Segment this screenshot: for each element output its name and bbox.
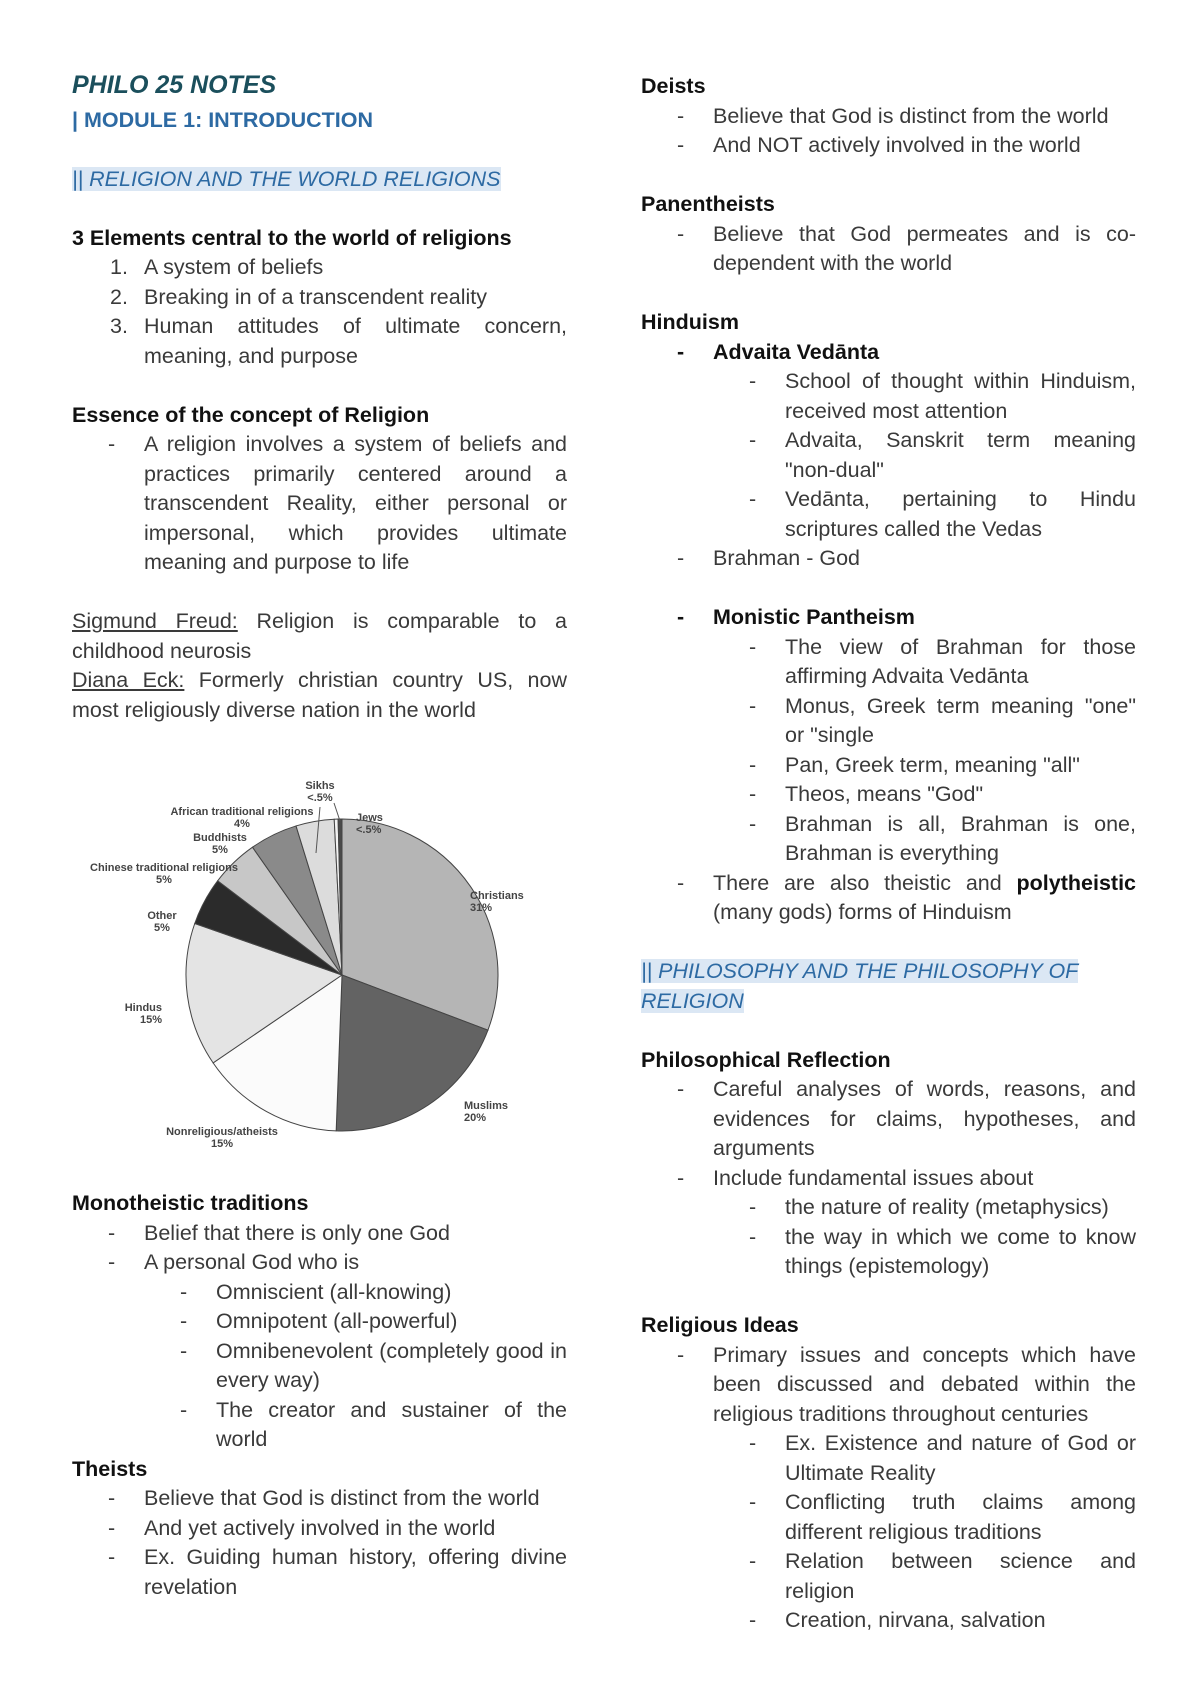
list-item-text: Conflicting truth claims among different religious traditions: [785, 1490, 1136, 1544]
list-item: [641, 751, 1136, 781]
list-item: [641, 869, 1136, 928]
list-item: [641, 1606, 1136, 1636]
section-heading-philosophy-text: || PHILOSOPHY AND THE PHILOSOPHY OF RELIGION: [641, 959, 1079, 1013]
list-item: [72, 1248, 567, 1278]
left-column: [72, 62, 567, 1602]
list-item-text: Brahman is all, Brahman is one, Brahman is everything: [785, 811, 1136, 865]
list-item-text: Ex. Existence and nature of God or Ultimate Reality: [785, 1431, 1136, 1485]
list-item-text: A system of beliefs: [144, 255, 324, 279]
pie-label-jews: Jews <.5%: [356, 812, 383, 836]
list-item-text: The creator and sustainer of the world: [216, 1397, 567, 1451]
list-item-text: the nature of reality (metaphysics): [785, 1195, 1109, 1219]
list-item: [641, 692, 1136, 751]
pie-label-african-traditional-religions: African traditional religions 4%: [170, 806, 314, 830]
dash-bullet: -: [749, 369, 757, 393]
dash-bullet: -: [677, 1165, 685, 1190]
list-item: [641, 1429, 1136, 1488]
theistic-pre: There are also theistic and: [713, 870, 1017, 895]
freud-name: Sigmund Freud:: [72, 609, 238, 633]
list-item-text: School of thought within Hinduism, received most attention: [785, 369, 1136, 423]
freud-text: Religion is comparable to a childhood neurosis: [72, 609, 568, 663]
dash-bullet: -: [677, 1342, 685, 1367]
dash-bullet: -: [677, 870, 685, 895]
list-item: [641, 131, 1136, 161]
list-item: [641, 426, 1136, 485]
pie-label-muslims: Muslims 20%: [464, 1100, 509, 1124]
list-item: [641, 367, 1136, 426]
pie-label-nonreligious-atheists: Nonreligious/atheists 15%: [166, 1126, 278, 1150]
list-item: [72, 1219, 567, 1249]
list-item: [72, 1278, 567, 1308]
leader-line: [334, 803, 340, 821]
list-item-text: Careful analyses of words, reasons, and evidences for claims, hypotheses, and arguments: [713, 1077, 1136, 1160]
religion-pie-chart: [72, 741, 567, 1161]
list-item: [641, 1223, 1136, 1282]
list-item-text: Human attitudes of ultimate concern, meaning, and purpose: [144, 314, 567, 368]
list-item-text: Omnibenevolent (completely good in every way): [216, 1338, 567, 1392]
list-item-text: Advaita, Sanskrit term meaning "non-dual": [785, 428, 1136, 482]
dash-bullet: -: [180, 1397, 188, 1422]
dash-bullet: -: [749, 693, 757, 718]
dash-bullet: -: [108, 1486, 116, 1510]
essence-heading: Essence of the concept of Religion: [72, 402, 430, 427]
list-item: [72, 1484, 567, 1514]
list-item-text: Breaking in of a transcendent reality: [144, 284, 488, 309]
dash-bullet: -: [749, 1431, 757, 1455]
dash-bullet: -: [749, 811, 757, 836]
dash-bullet: -: [180, 1338, 188, 1363]
dash-bullet: -: [677, 103, 685, 128]
list-item: [641, 1341, 1136, 1430]
list-item-text: Omniscient (all-knowing): [216, 1279, 452, 1304]
list-item-text: Brahman - God: [713, 546, 860, 570]
pie-label-buddhists: Buddhists 5%: [193, 832, 247, 856]
pie-chart-svg: [72, 741, 567, 1161]
list-item: [72, 430, 567, 578]
monotheistic-heading: Monotheistic traditions: [72, 1191, 309, 1215]
list-item-text: Relation between science and religion: [785, 1549, 1136, 1603]
list-item: [641, 780, 1136, 810]
list-item-text: the way in which we come to know things (epistemology): [785, 1224, 1136, 1278]
dash-bullet: -: [108, 1250, 116, 1274]
page-title: PHILO 25 NOTES: [72, 71, 277, 99]
list-item: [641, 1075, 1136, 1164]
list-item-text: Believe that God is distinct from the world: [144, 1486, 540, 1510]
theistic-post: (many gods) forms of Hinduism: [713, 900, 1012, 924]
dash-bullet: -: [749, 1549, 757, 1573]
list-item: [641, 485, 1136, 544]
list-item: [72, 283, 567, 313]
dash-bullet: -: [749, 752, 757, 777]
list-item: [72, 253, 567, 283]
dash-bullet: -: [749, 1608, 757, 1632]
deists-heading: Deists: [641, 74, 706, 98]
section-heading-religion: [72, 165, 567, 195]
dash-bullet: -: [749, 428, 757, 452]
list-item-text: Believe that God permeates and is co-dependent with the world: [713, 221, 1136, 275]
pie-label-hindus: Hindus 15%: [124, 1002, 162, 1026]
list-item-text: Advaita Vedānta: [713, 339, 880, 364]
list-item: [641, 810, 1136, 869]
list-item-text: And yet actively involved in the world: [144, 1515, 496, 1540]
dash-bullet: -: [749, 634, 757, 659]
pie-label-chinese-traditional-religions: Chinese traditional religions 5%: [90, 862, 238, 886]
dash-bullet: -: [749, 782, 757, 806]
dash-bullet: -: [749, 1224, 757, 1249]
section-heading-religion-text: || RELIGION AND THE WORLD RELIGIONS: [72, 166, 501, 191]
pie-label-other: Other 5%: [147, 910, 177, 934]
dash-bullet: -: [108, 1220, 116, 1245]
list-item: [72, 1514, 567, 1544]
dash-bullet: -: [749, 1195, 757, 1219]
list-item-text: A religion involves a system of beliefs and practices primarily centered around a transcendent Reality, either personal or impersonal, which provides ultimate meaning and purpose to life: [144, 432, 567, 574]
list-item: [72, 1543, 567, 1602]
list-item: [641, 338, 1136, 368]
dash-bullet: -: [180, 1309, 188, 1333]
list-item-text: Include fundamental issues about: [713, 1165, 1034, 1190]
section-heading-philosophy: [641, 957, 1136, 1016]
polytheistic-bold: polytheistic: [1016, 870, 1136, 895]
list-item: [72, 312, 567, 371]
elements-heading: 3 Elements central to the world of religions: [72, 225, 512, 250]
list-item: [72, 1307, 567, 1337]
dash-bullet: -: [180, 1279, 188, 1304]
list-item-text: Ex. Guiding human history, offering divine revelation: [144, 1545, 567, 1599]
eck-text: Formerly christian country US, now most religiously diverse nation in the world: [72, 668, 568, 722]
dash-bullet: -: [108, 1545, 116, 1569]
eck-name: Diana Eck:: [72, 668, 185, 692]
dash-bullet: -: [677, 133, 685, 157]
pie-label-christians: Christians 31%: [470, 890, 524, 914]
dash-bullet: -: [677, 546, 685, 570]
list-item-text: Vedānta, pertaining to Hindu scriptures called the Vedas: [785, 487, 1136, 541]
list-item-text: Pan, Greek term, meaning "all": [785, 752, 1080, 777]
list-item: [641, 544, 1136, 574]
list-item: [641, 1164, 1136, 1194]
list-item-text: Primary issues and concepts which have been discussed and debated within the religious traditions throughout centuries: [713, 1342, 1136, 1426]
right-column: [641, 72, 1136, 1636]
list-item: [641, 1547, 1136, 1606]
religious-ideas-heading: Religious Ideas: [641, 1313, 799, 1337]
list-item-text: Belief that there is only one God: [144, 1220, 450, 1245]
list-number: 3.: [110, 314, 128, 338]
dash-bullet: -: [677, 221, 685, 246]
dash-bullet: -: [677, 605, 685, 629]
list-number: 1.: [110, 255, 128, 279]
list-item-text: Believe that God is distinct from the world: [713, 103, 1109, 128]
reflection-heading: Philosophical Reflection: [641, 1047, 891, 1072]
panentheists-heading: Panentheists: [641, 192, 775, 216]
list-item-text: The view of Brahman for those affirming Advaita Vedānta: [785, 634, 1136, 688]
eck-quote: [72, 666, 567, 725]
list-item: [641, 1193, 1136, 1223]
hinduism-heading: Hinduism: [641, 310, 739, 334]
list-item-text: And NOT actively involved in the world: [713, 133, 1081, 157]
list-item-text: Monistic Pantheism: [713, 605, 915, 629]
list-item-text: Monus, Greek term meaning "one" or "single: [785, 693, 1136, 747]
dash-bullet: -: [108, 1515, 116, 1540]
list-item: [641, 633, 1136, 692]
list-item: [641, 220, 1136, 279]
list-item-text: Creation, nirvana, salvation: [785, 1608, 1046, 1632]
dash-bullet: -: [749, 487, 757, 511]
list-item-text: A personal God who is: [144, 1250, 360, 1274]
list-item-text: Theos, means "God": [785, 782, 984, 806]
dash-bullet: -: [108, 432, 116, 456]
list-item: [641, 603, 1136, 633]
list-item: [641, 1488, 1136, 1547]
dash-bullet: -: [677, 339, 685, 364]
theists-heading: Theists: [72, 1456, 148, 1481]
list-item: [72, 1337, 567, 1396]
freud-quote: [72, 607, 567, 666]
module-heading: | MODULE 1: INTRODUCTION: [72, 108, 374, 132]
list-number: 2.: [110, 284, 128, 309]
pie-label-sikhs: Sikhs <.5%: [305, 780, 335, 804]
dash-bullet: -: [749, 1490, 757, 1514]
dash-bullet: -: [677, 1077, 685, 1101]
list-item-text: Omnipotent (all-powerful): [216, 1309, 458, 1333]
list-item: [641, 102, 1136, 132]
list-item-text: [713, 869, 1136, 928]
list-item: [72, 1396, 567, 1455]
